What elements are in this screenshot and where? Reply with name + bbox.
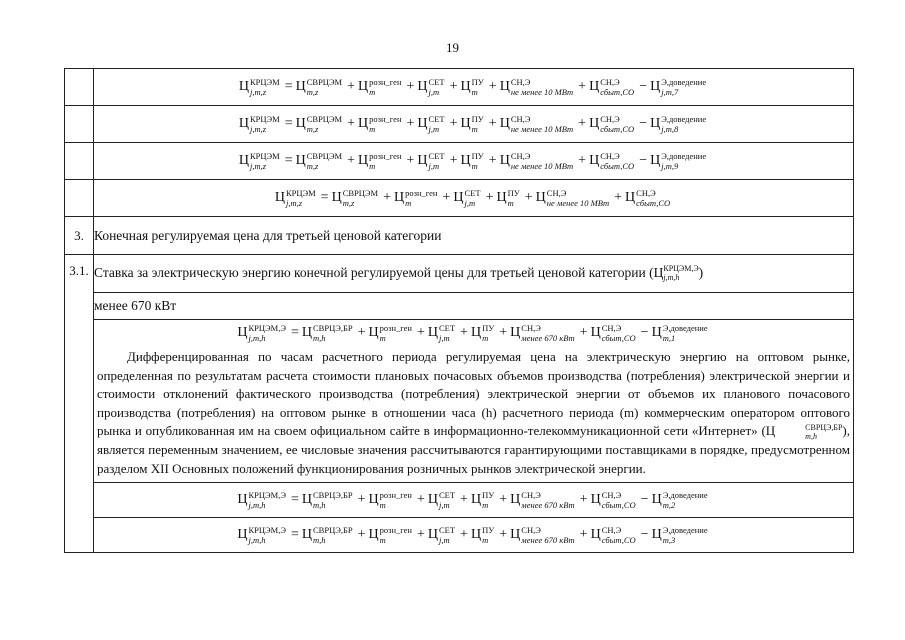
- formula-term: Ц Э,доведение j,m,8: [650, 114, 707, 134]
- formula-6: Ц КРЦЭМ,Э j,m,h = Ц СВРЦЭ,БР m,h + Ц розн_ген m + Ц СЕТ j,m + Ц ПУ m + Ц СН,Э менее 670 кВт + Ц СН,Э сбыт,СО − Ц Э,доведение m,2: [237, 490, 708, 510]
- formula-1: Ц КРЦЭМ j,m,z = Ц СВРЦЭМ m,z + Ц розн_ген m + Ц СЕТ j,m + Ц ПУ m + Ц СН,Э не менее 10 МВт + Ц СН,Э сбыт,СО − Ц Э,доведение j,m,7: [238, 77, 707, 97]
- formula-term: Ц Э,доведение j,m,7: [650, 77, 707, 97]
- formula-term: Ц СН,Э сбыт,СО: [625, 188, 671, 208]
- formula-3: Ц КРЦЭМ j,m,z = Ц СВРЦЭМ m,z + Ц розн_ген m + Ц СЕТ j,m + Ц ПУ m + Ц СН,Э не менее 10 МВт + Ц СН,Э сбыт,СО − Ц Э,доведение j,m,9: [238, 151, 707, 171]
- formula-term: Ц Э,доведение m,2: [651, 490, 708, 510]
- formula-term: Ц СВРЦЭМ m,z: [295, 114, 343, 134]
- formula-term: Ц СН,Э сбыт,СО: [589, 114, 635, 134]
- formula-term: Ц СН,Э менее 670 кВт: [510, 525, 575, 545]
- formula-term: Ц СЕТ j,m: [417, 77, 445, 97]
- power-label: менее 670 кВт: [94, 293, 854, 320]
- section-number-3-1: 3.1.: [65, 255, 94, 553]
- formula-term: Ц СЕТ j,m: [427, 323, 456, 343]
- formula-term: Ц СЕТ j,m: [417, 151, 445, 171]
- formula-term: Ц СЕТ j,m: [453, 188, 481, 208]
- formula-term: Ц СВРЦЭ,БР m,h: [301, 490, 353, 510]
- formula-term: Ц Э,доведение m,3: [651, 525, 708, 545]
- formula-term: Ц Э,доведение m,1: [651, 323, 708, 343]
- formula-term: Ц СН,Э менее 670 кВт: [510, 323, 575, 343]
- formula-term: Ц ПУ m: [460, 114, 484, 134]
- section-title-3: Конечная регулируемая цена для третьей ценовой категории: [94, 217, 854, 255]
- formula-term: Ц СВРЦЭМ m,z: [295, 77, 343, 97]
- formula-term: Ц розн_ген m: [368, 525, 412, 545]
- formula-term: Ц розн_ген m: [358, 114, 402, 134]
- formula-term: Ц КРЦЭМ j,m,z: [238, 114, 280, 134]
- formula-term: Ц СН,Э не менее 10 МВт: [499, 151, 574, 171]
- formula-term: Ц КРЦЭМ j,m,z: [274, 188, 316, 208]
- formula-7: Ц КРЦЭМ,Э j,m,h = Ц СВРЦЭ,БР m,h + Ц розн_ген m + Ц СЕТ j,m + Ц ПУ m + Ц СН,Э менее 670 кВт + Ц СН,Э сбыт,СО − Ц Э,доведение m,3: [237, 525, 708, 545]
- formula-term: Ц СН,Э сбыт,СО: [590, 323, 636, 343]
- formula-term: Ц СН,Э сбыт,СО: [589, 151, 635, 171]
- formula-5: Ц КРЦЭМ,Э j,m,h = Ц СВРЦЭ,БР m,h + Ц розн_ген m + Ц СЕТ j,m + Ц ПУ m + Ц СН,Э менее 670 кВт + Ц СН,Э сбыт,СО − Ц Э,доведение m,1: [237, 323, 708, 343]
- formula-term: Ц КРЦЭМ,Э j,m,h: [237, 490, 286, 510]
- formula-term: Ц СН,Э не менее 10 МВт: [535, 188, 610, 208]
- description-paragraph: Дифференцированная по часам расчетного периода регулируемая цена на электрическую энергию на оптовом рынке, определенная по результатам расчета стоимости плановых почасовых объемов производства (потребления) электрической энергии и стоимости отклонений фактического производства (потребления) электрической энергии от объемов их планового почасового производства (потребления) на оптовом рынке в отношении часа (h) расчетного периода (m) коммерческим оператором оптового рынка и опубликованная им на своем официальном сайте в информационно-телекоммуникационной сети «Интернет» (Ц СВРЦЭ,БР m,h ), является переменным значением, ее числовые значения рассчитываются гарантирующими поставщиками в порядке, предусмотренном разделом XII Основных положений функционирования розничных рынков электрической энергии.: [97, 349, 850, 476]
- formula-term: Ц СН,Э сбыт,СО: [590, 525, 636, 545]
- page-number: 19: [446, 40, 459, 55]
- formula-4: Ц КРЦЭМ j,m,z = Ц СВРЦЭМ m,z + Ц розн_ген m + Ц СЕТ j,m + Ц ПУ m + Ц СН,Э не менее 10 МВт + Ц СН,Э сбыт,СО: [274, 188, 671, 208]
- formula-term: Ц ПУ m: [496, 188, 520, 208]
- section-number-3: 3.: [65, 217, 94, 255]
- formula-table: [64, 68, 854, 553]
- formula-term: Ц СВРЦЭ,БР m,h: [301, 525, 353, 545]
- formula-term: Ц КРЦЭМ j,m,z: [238, 151, 280, 171]
- row-number-empty: [65, 69, 94, 106]
- formula-term: Ц СН,Э сбыт,СО: [590, 490, 636, 510]
- formula-term: Ц КРЦЭМ j,m,z: [238, 77, 280, 97]
- formula-term: Ц КРЦЭМ,Э j,m,h: [237, 323, 286, 343]
- formula-term: Ц Э,доведение j,m,9: [650, 151, 707, 171]
- formula-term: Ц СВРЦЭ,БР m,h: [301, 323, 353, 343]
- formula-term: Ц СН,Э менее 670 кВт: [510, 490, 575, 510]
- formula-term: Ц СН,Э сбыт,СО: [589, 77, 635, 97]
- formula-term: Ц СЕТ j,m: [427, 490, 456, 510]
- formula-term: Ц СН,Э не менее 10 МВт: [499, 77, 574, 97]
- formula-term: Ц розн_ген m: [368, 323, 412, 343]
- formula-term: Ц СЕТ j,m: [417, 114, 445, 134]
- formula-term: Ц розн_ген m: [358, 77, 402, 97]
- formula-term: Ц СЕТ j,m: [427, 525, 456, 545]
- formula-term: Ц ПУ m: [470, 490, 495, 510]
- formula-term: Ц ПУ m: [460, 151, 484, 171]
- formula-2: Ц КРЦЭМ j,m,z = Ц СВРЦЭМ m,z + Ц розн_ген m + Ц СЕТ j,m + Ц ПУ m + Ц СН,Э не менее 10 МВт + Ц СН,Э сбыт,СО − Ц Э,доведение j,m,8: [238, 114, 707, 134]
- formula-term: Ц СВРЦЭМ m,z: [331, 188, 379, 208]
- formula-term: Ц ПУ m: [470, 525, 495, 545]
- formula-term: Ц ПУ m: [460, 77, 484, 97]
- section-heading-3-1: Ставка за электрическую энергию конечной регулируемой цены для третьей ценовой категории (Ц КРЦЭМ,Э j,m,h ): [94, 255, 854, 293]
- formula-term: Ц розн_ген m: [358, 151, 402, 171]
- formula-term: Ц КРЦЭМ,Э j,m,h: [237, 525, 286, 545]
- formula-term: Ц СН,Э не менее 10 МВт: [499, 114, 574, 134]
- formula-term: Ц СВРЦЭМ m,z: [295, 151, 343, 171]
- formula-term: Ц розн_ген m: [393, 188, 438, 208]
- formula-term: Ц ПУ m: [470, 323, 495, 343]
- formula-term: Ц розн_ген m: [368, 490, 412, 510]
